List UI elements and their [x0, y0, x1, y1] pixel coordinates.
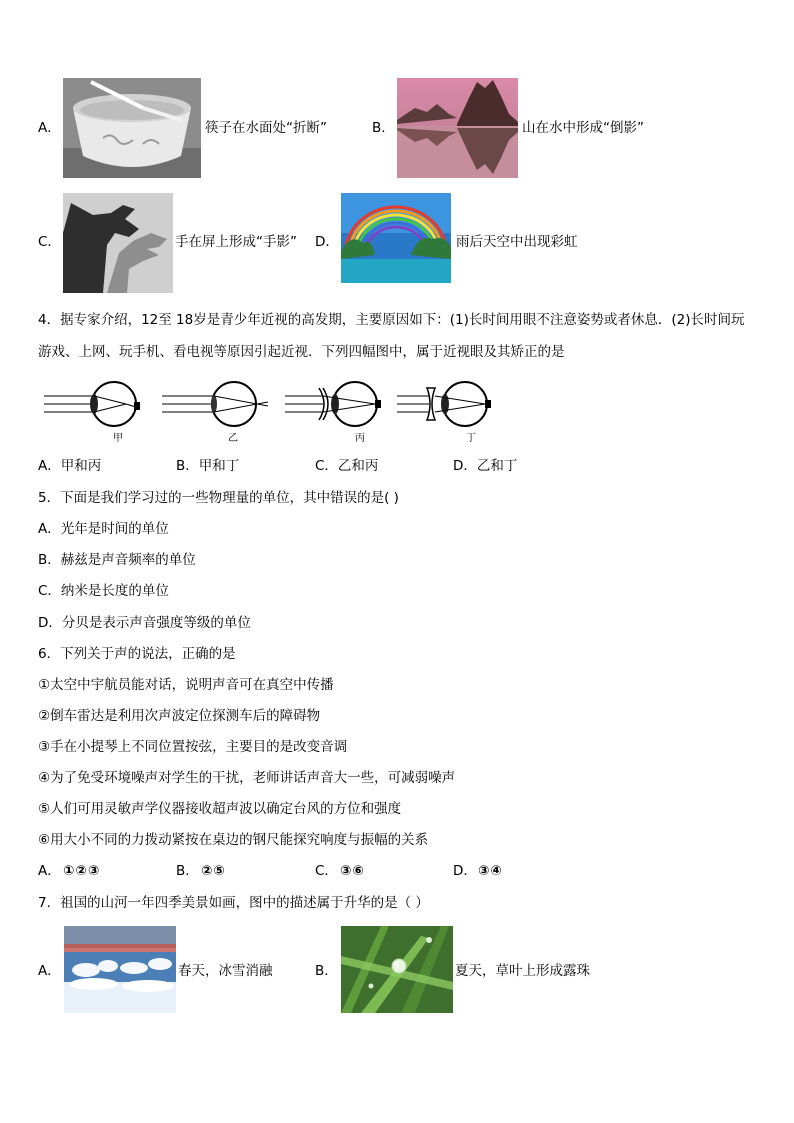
- eye-diagram-jia: [40, 380, 148, 434]
- q7-option-a-text: 春天，冰雪消融: [178, 963, 273, 979]
- q5-option-d: D．分贝是表示声音强度等级的单位: [38, 615, 251, 631]
- dew-grass-image: [341, 926, 453, 1013]
- q6-option-c-value: ③⑥: [340, 863, 365, 879]
- q6-statement-5: ⑤人们可用灵敏声学仪器接收超声波以确定台风的方位和强度: [38, 801, 402, 817]
- fig-label-ding: 丁: [466, 433, 476, 444]
- melting-snow-image: [64, 926, 176, 1013]
- q4-option-c: C．乙和丙: [315, 458, 379, 474]
- rainbow-image: [341, 193, 451, 283]
- eye-diagram-ding: [395, 380, 499, 434]
- fig-label-yi: 乙: [228, 433, 238, 444]
- q7-option-a-letter: A．: [38, 963, 61, 979]
- q6-option-a-letter: A．: [38, 863, 61, 879]
- option-d-text: 雨后天空中出现彩虹: [456, 234, 578, 250]
- q5-option-b: B．赫兹是声音频率的单位: [38, 552, 196, 568]
- q5-stem: 5．下面是我们学习过的一些物理量的单位，其中错误的是( ): [38, 490, 399, 506]
- q6-option-b-letter: B．: [176, 863, 199, 879]
- q6-option-c-letter: C．: [315, 863, 338, 879]
- q5-option-c: C．纳米是长度的单位: [38, 583, 169, 599]
- q7-option-b-letter: B．: [315, 963, 338, 979]
- q6-statement-3: ③手在小提琴上不同位置按弦，主要目的是改变音调: [38, 739, 348, 755]
- q6-statement-4: ④为了免受环境噪声对学生的干扰，老师讲话声音大一些，可减弱噪声: [38, 770, 456, 786]
- option-c-text: 手在屏上形成“手影”: [175, 234, 297, 250]
- option-a-letter: A．: [38, 120, 61, 136]
- eye-diagram-bing: [283, 380, 389, 434]
- q7-option-b-text: 夏天，草叶上形成露珠: [455, 963, 590, 979]
- mountain-reflection-image: [397, 78, 518, 178]
- q4-option-b: B．甲和丁: [176, 458, 240, 474]
- q6-option-d-value: ③④: [478, 863, 503, 879]
- option-b-letter: B．: [372, 120, 395, 136]
- bowl-chopstick-image: [63, 78, 201, 178]
- q6-option-d-letter: D．: [453, 863, 477, 879]
- q4-option-a: A．甲和丙: [38, 458, 102, 474]
- q4-stem-line2: 游戏、上网、玩手机、看电视等原因引起近视．下列四幅图中，属于近视眼及其矫正的是: [38, 344, 565, 360]
- q6-statement-2: ②倒车雷达是利用次声波定位探测车后的障碍物: [38, 708, 321, 724]
- q4-option-d: D．乙和丁: [453, 458, 518, 474]
- option-b-text: 山在水中形成“倒影”: [522, 120, 644, 136]
- q6-option-b-value: ②⑤: [201, 863, 226, 879]
- eye-diagram-yi: [158, 380, 270, 434]
- q6-statement-6: ⑥用大小不同的力拨动紧按在桌边的钢尺能探究响度与振幅的关系: [38, 832, 429, 848]
- fig-label-bing: 丙: [355, 433, 365, 444]
- q5-option-a: A．光年是时间的单位: [38, 521, 169, 537]
- option-c-letter: C．: [38, 234, 61, 250]
- q6-option-a-value: ①②③: [63, 863, 101, 879]
- hand-shadow-image: [63, 193, 173, 293]
- fig-label-jia: 甲: [113, 433, 123, 444]
- q7-stem: 7．祖国的山河一年四季美景如画，图中的描述属于升华的是（ ）: [38, 895, 429, 911]
- q4-stem-line1: 4．据专家介绍，12至 18岁是青少年近视的高发期，主要原因如下：(1)长时间用眼不注意姿势或者休息．(2)长时间玩: [38, 312, 745, 328]
- q6-statement-1: ①太空中宇航员能对话，说明声音可在真空中传播: [38, 677, 334, 693]
- option-a-text: 筷子在水面处“折断”: [205, 120, 327, 136]
- q6-stem: 6．下列关于声的说法，正确的是: [38, 646, 236, 662]
- option-d-letter: D．: [315, 234, 339, 250]
